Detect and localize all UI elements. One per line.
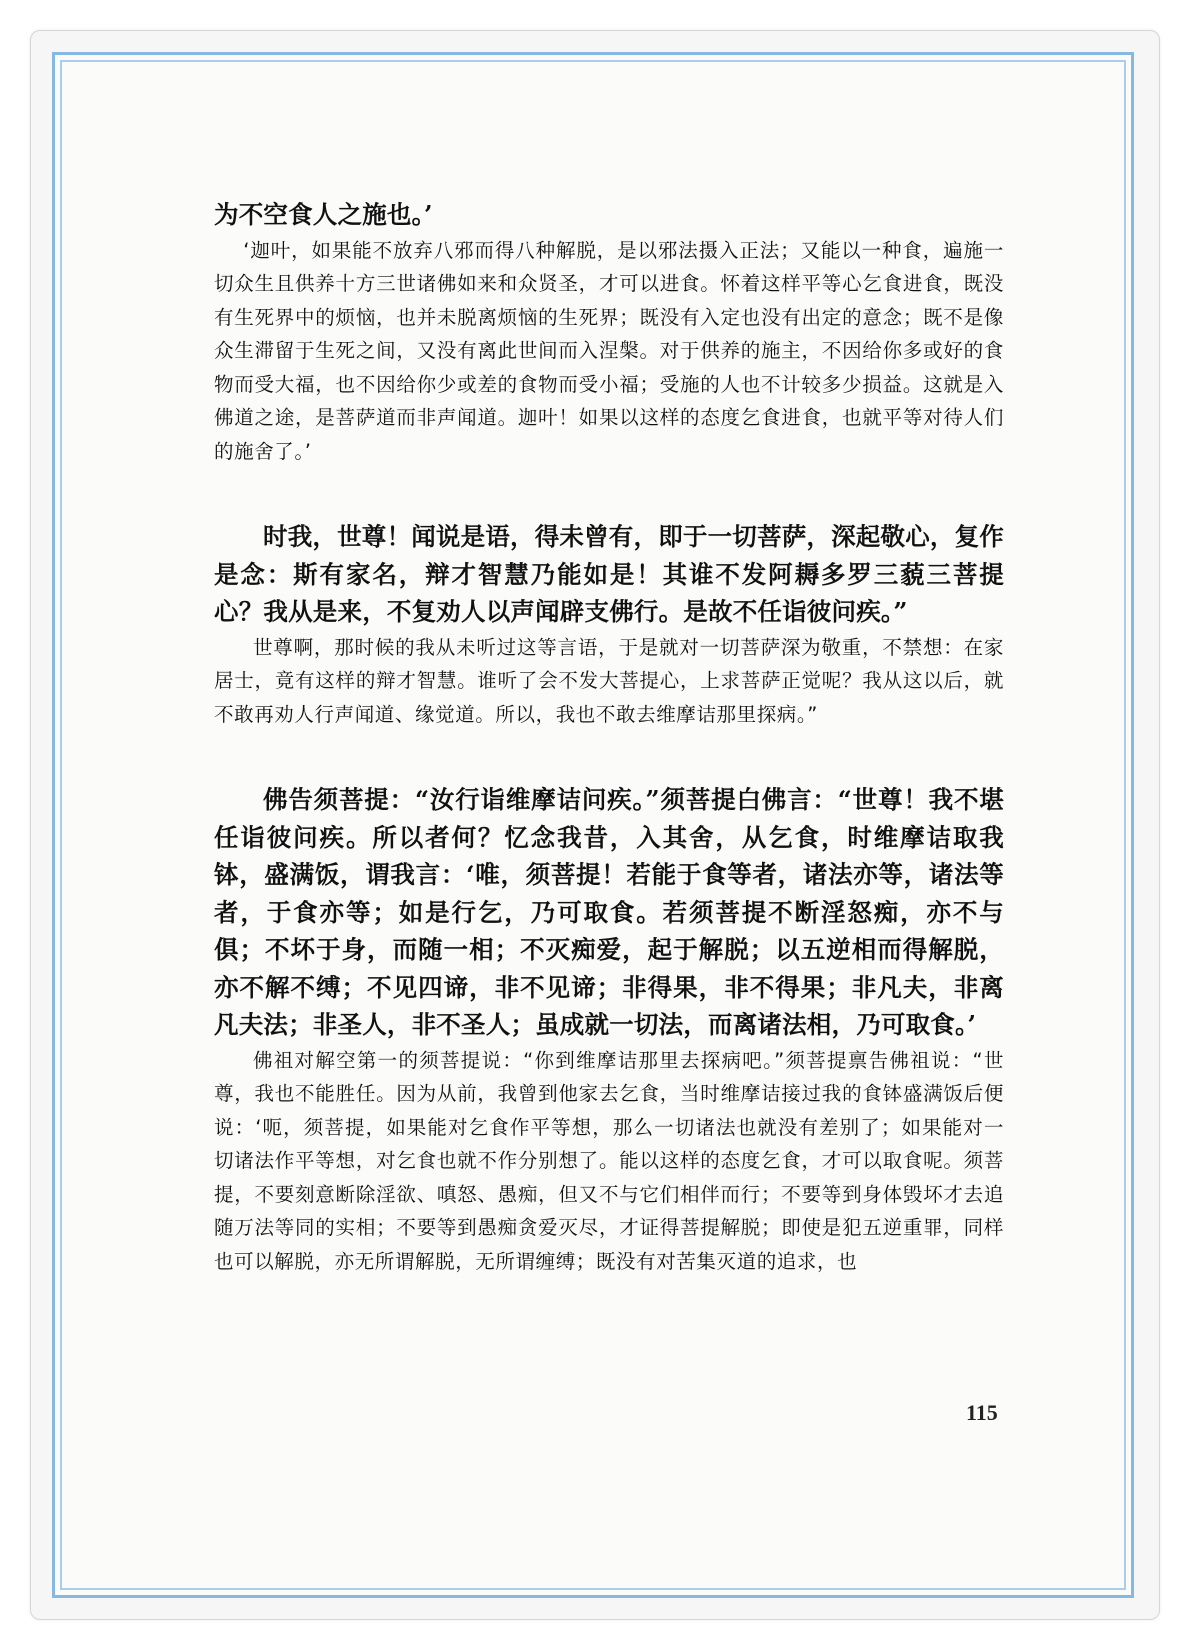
original-text-paragraph: 为不空食人之施也。’ (214, 200, 433, 229)
original-text-paragraph: 佛告须菩提：“汝行诣维摩诘问疾。”须菩提白佛言：“世尊！我不堪任诣彼问疾。所以者何？忆念我昔，入其舍，从乞食，时维摩诘取我钵，盛满饭，谓我言：‘唯，须菩提！若能于食等者，诸法亦等，诸法等者，于食亦等；如是行乞，乃可取食。若须菩提不断淫怒痴，亦不与俱；不坏于身，而随一相；不灭痴爱，起于解脱；以五逆相而得解脱，亦不解不缚；不见四谛，非不见谛；非得果，非不得果；非凡夫，非离凡夫法；非圣人，非不圣人；虽成就一切法，而离诸法相，乃可取食。’ (214, 785, 1004, 1039)
page-number: 115 (966, 1400, 998, 1425)
original-text-paragraph: 时我，世尊！闻说是语，得未曾有，即于一切菩萨，深起敬心，复作是念：斯有家名，辩才智慧乃能如是！其谁不发阿耨多罗三藐三菩提心？我从是来，不复劝人以声闻辟支佛行。是故不任诣彼问疾。” (214, 522, 1004, 626)
translation-paragraph: 世尊啊，那时候的我从未听过这等言语，于是就对一切菩萨深为敬重，不禁想：在家居士，竟有这样的辩才智慧。谁听了会不发大菩提心，上求菩萨正觉呢？我从这以后，就不敢再劝人行声闻道、缘觉道。所以，我也不敢去维摩诘那里探病。” (214, 635, 1004, 726)
page-content (214, 196, 1004, 1278)
translation-paragraph: 佛祖对解空第一的须菩提说：“你到维摩诘那里去探病吧。”须菩提禀告佛祖说：“世尊，我也不能胜任。因为从前，我曾到他家去乞食，当时维摩诘接过我的食钵盛满饭后便说：‘呃，须菩提，如果能对乞食作平等想，那么一切诸法也就没有差别了；如果能对一切诸法作平等想，对乞食也就不作分别想了。能以这样的态度乞食，才可以取食呢。须菩提，不要刻意断除淫欲、嗔怒、愚痴，但又不与它们相伴而行；不要等到身体毁坏才去追随万法等同的实相；不要等到愚痴贪爱灭尽，才证得菩提解脱；即使是犯五逆重罪，同样也可以解脱，亦无所谓解脱，无所谓缠缚；既没有对苦集灭道的追求，也 (214, 1048, 1004, 1273)
paragraph-gap (214, 468, 1004, 518)
paragraph-gap (214, 731, 1004, 781)
translation-paragraph: ‘迦叶，如果能不放弃八邪而得八种解脱，是以邪法摄入正法；又能以一种食，遍施一切众生且供养十方三世诸佛如来和众贤圣，才可以进食。怀着这样平等心乞食进食，既没有生死界中的烦恼，也并未脱离烦恼的生死界；既没有入定也没有出定的意念；既不是像众生滞留于生死之间，又没有离此世间而入涅槃。对于供养的施主，不因给你多或好的食物而受大福，也不因给你少或差的食物而受小福；受施的人也不计较多少损益。这就是入佛道之途，是菩萨道而非声闻道。迦叶！如果以这样的态度乞食进食，也就平等对待人们的施舍了。’ (214, 238, 1004, 463)
